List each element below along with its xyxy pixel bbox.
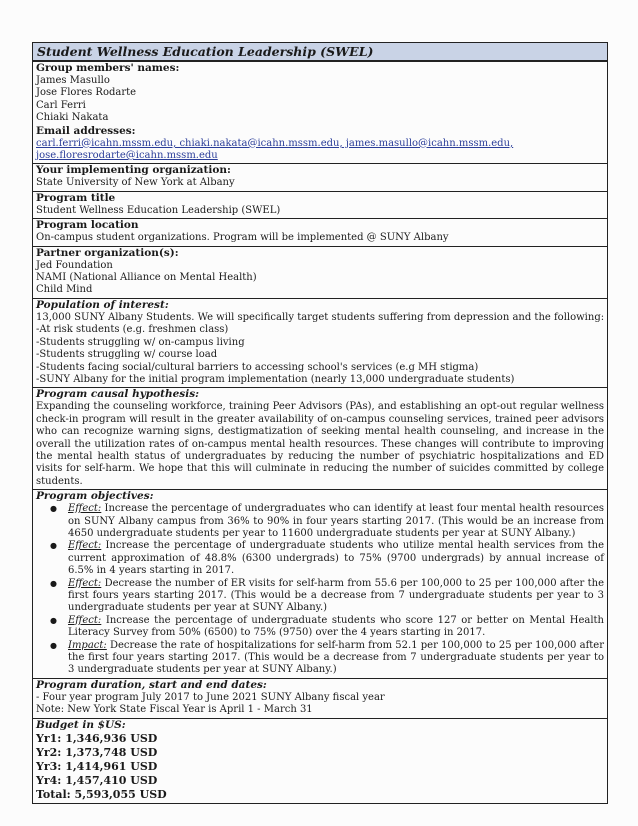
objective-label: Effect:: [68, 577, 102, 589]
objective-text: Increase the percentage of undergraduate students who utilize mental health services from the current approximation of 48.8% (6300 undergrads) to 75% (9700 undergrads) by annual increase of 6.5% in 4 years starting in 2017.: [68, 540, 604, 577]
location-section: [33, 218, 607, 245]
population-heading: Population of interest:: [36, 298, 169, 311]
population-line: -Students struggling w/ course load: [36, 349, 218, 361]
objectives-heading: Program objectives:: [36, 490, 154, 503]
location-value: On-campus student organizations. Program will be implemented @ SUNY Albany: [36, 232, 449, 244]
objective-text: Decrease the number of ER visits for self-harm from 55.6 per 100,000 to 25 per 100,000 after the first fours years starting 2017. (This would be a decrease from 7 undergraduate students per year to 3 undergraduate students per year at SUNY Albany.): [68, 577, 604, 614]
proposal-form: [32, 42, 608, 804]
budget-total: Total: 5,593,055 USD: [36, 787, 167, 801]
objective-item: [68, 503, 604, 540]
objectives-section: [33, 489, 607, 678]
partner-item: NAMI (National Alliance on Mental Health): [36, 272, 257, 284]
org-heading: Your implementing organization:: [36, 164, 231, 177]
objective-item: [68, 540, 604, 577]
objective-text: Decrease the rate of hospitalizations for self-harm from 52.1 per 100,000 to 25 per 100,000 after the first four years starting 2017. (This would be a decrease from 7 undergraduate students per year to 3 undergraduate students per year at SUNY Albany.): [68, 639, 604, 676]
fiscal-year-note: Note: New York State Fiscal Year is April 1 - March 31: [36, 704, 313, 716]
partners-section: [33, 246, 607, 298]
document-title: Student Wellness Education Leadership (SWEL): [33, 43, 607, 61]
population-line: -Students facing social/cultural barriers to accessing school's services (e.g MH stigma): [36, 361, 479, 373]
objective-label: Effect:: [68, 540, 102, 552]
budget-heading: Budget in $US:: [36, 718, 126, 731]
budget-year: Yr3: 1,414,961 USD: [36, 759, 158, 773]
email-heading: Email addresses:: [36, 124, 136, 137]
budget-year: Yr1: 1,346,936 USD: [36, 731, 158, 745]
hypothesis-section: [33, 387, 607, 489]
member-name: Jose Flores Rodarte: [36, 87, 137, 99]
population-line: -Students struggling w/ on-campus living: [36, 336, 245, 348]
objective-label: Effect:: [68, 614, 102, 626]
group-section: [33, 61, 607, 163]
duration-heading: Program duration, start and end dates:: [36, 678, 267, 691]
member-name: Carl Ferri: [36, 99, 86, 111]
objectives-list: [36, 503, 604, 677]
program-title-heading: Program title: [36, 191, 116, 204]
member-name: James Masullo: [36, 75, 110, 86]
program-title-value: Student Wellness Education Leadership (SWEL): [36, 204, 281, 216]
objective-label: Effect:: [68, 503, 102, 515]
hypothesis-heading: Program causal hypothesis:: [36, 388, 199, 401]
org-section: [33, 163, 607, 190]
objective-item: [68, 615, 604, 640]
population-section: [33, 298, 607, 387]
location-heading: Program location: [36, 219, 139, 232]
group-heading: Group members' names:: [36, 62, 180, 74]
partners-heading: Partner organization(s):: [36, 246, 179, 259]
partner-item: Child Mind: [36, 284, 93, 296]
population-line: -SUNY Albany for the initial program implementation (nearly 13,000 undergraduate students): [36, 373, 515, 385]
objective-label: Impact:: [68, 639, 107, 651]
objective-text: Increase the percentage of undergraduates who can identify at least four mental health resources on SUNY Albany campus from 36% to 90% in four years starting 2017. (This would be an increase from 4650 undergraduate students per year to 11600 undergraduate students per year at SUNY Albany.): [68, 503, 604, 539]
objective-item: [68, 640, 604, 677]
budget-section: [33, 718, 607, 803]
population-line: 13,000 SUNY Albany Students. We will specifically target students suffering from depression and the following:: [36, 311, 605, 323]
email-links-line[interactable]: carl.ferri@icahn.mssm.edu, chiaki.nakata@icahn.mssm.edu, james.masullo@icahn.mssm.edu,: [36, 137, 514, 149]
program-title-section: [33, 191, 607, 218]
duration-section: [33, 678, 607, 718]
population-line: -At risk students (e.g. freshmen class): [36, 324, 229, 336]
budget-year: Yr2: 1,373,748 USD: [36, 745, 158, 759]
org-value: State University of New York at Albany: [36, 177, 235, 189]
budget-year: Yr4: 1,457,410 USD: [36, 773, 158, 787]
objective-item: [68, 578, 604, 615]
hypothesis-text: Expanding the counseling workforce, training Peer Advisors (PAs), and establishing an opt-out regular wellness check-in program will result in the greater availability of on-campus counseling services, trained peer advisors who can recognize warning signs, destigmatization of seeking mental health counseling, and increase in the overall the utilization rates of on-campus mental health resources. These changes will contribute to improving the mental health status of undergraduates by reducing the number of psychiatric hospitalizations and ED visits for self-harm. We hope that this will culminate in reducing the number of suicides committed by college students.: [36, 401, 604, 487]
objective-text: Increase the percentage of undergraduate students who score 127 or better on Mental Health Literacy Survey from 50% (6500) to 75% (9750) over the 4 years starting in 2017.: [68, 614, 604, 639]
member-name: Chiaki Nakata: [36, 112, 109, 124]
duration-line: - Four year program July 2017 to June 2021 SUNY Albany fiscal year: [36, 691, 385, 703]
email-link[interactable]: jose.floresrodarte@icahn.mssm.edu: [36, 150, 218, 162]
partner-item: Jed Foundation: [36, 259, 113, 271]
